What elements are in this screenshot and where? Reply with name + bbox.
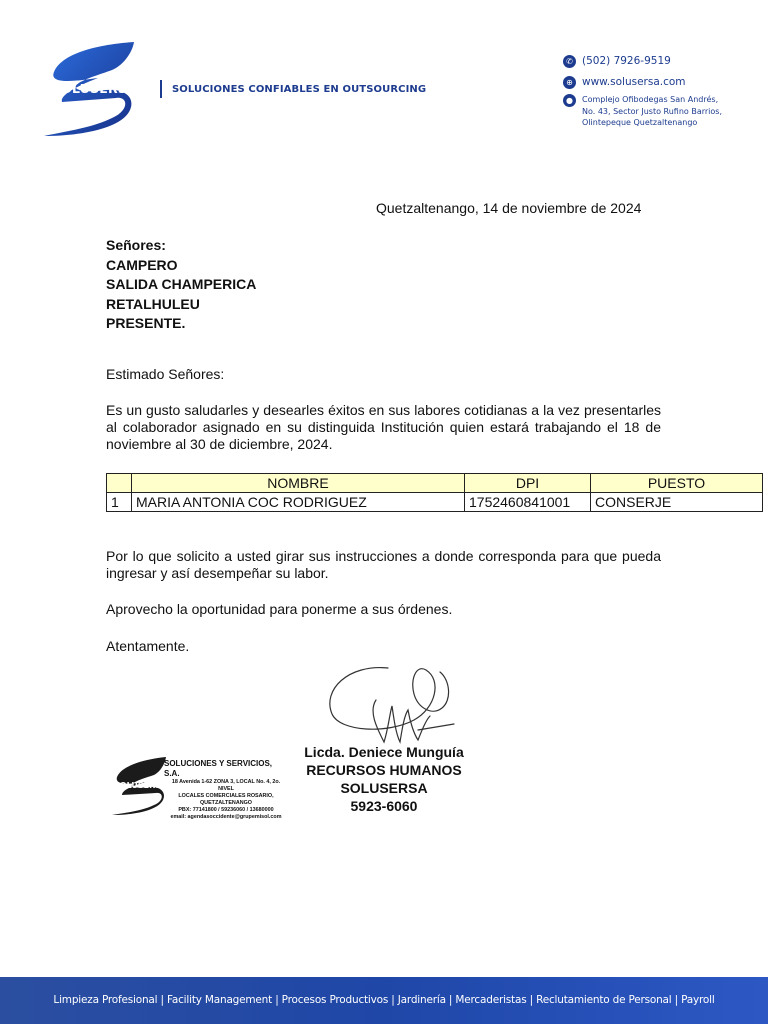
table-cell: MARIA ANTONIA COC RODRIGUEZ — [132, 493, 465, 512]
stamp-line: email: agendasoccidente@grupemisol.com — [170, 813, 282, 820]
handwritten-signature — [318, 650, 468, 750]
signer-phone: 5923-6060 — [350, 798, 418, 814]
brand-name: SOLUSERSA — [52, 81, 137, 96]
tagline: SOLUCIONES CONFIABLES EN OUTSOURCING — [172, 84, 427, 95]
stamp-brand: SOLUSERSA — [114, 781, 168, 790]
table-header-cell: NOMBRE — [132, 474, 465, 493]
stamp-line: PBX: 77141800 / 59236060 / 13680000 — [178, 806, 274, 813]
phone-text: (502) 7926-9519 — [582, 55, 671, 67]
table-header-cell: PUESTO — [591, 474, 763, 493]
contact-website — [563, 76, 686, 89]
recipient-line: SALIDA CHAMPERICA — [106, 276, 257, 292]
contact-phone — [563, 55, 671, 68]
staff-table — [106, 473, 763, 512]
stamp-title: SOLUCIONES Y SERVICIOS, S.A. — [164, 759, 273, 778]
table-cell: 1752460841001 — [465, 493, 591, 512]
table-header-cell: DPI — [465, 474, 591, 493]
signer-department: RECURSOS HUMANOS — [306, 762, 462, 778]
table-row — [107, 493, 763, 512]
offer-paragraph: Aprovecho la oportunidad para ponerme a sus órdenes. — [106, 601, 453, 617]
recipient-line: PRESENTE. — [106, 315, 186, 331]
signer-name: Licda. Deniece Munguía — [304, 744, 464, 760]
table-header-row — [107, 474, 763, 493]
address-text: Complejo Ofibodegas San Andrés, No. 43, Sector Justo Rufino Barrios, Olintepeque Quetzaltenango — [582, 95, 722, 127]
instructions-paragraph: Por lo que solicito a usted girar sus instrucciones a donde corresponda para que pueda ingresar y así desempeñar su labor. — [106, 548, 661, 581]
stamp-line: LOCALES COMERCIALES ROSARIO, — [178, 792, 274, 799]
website-text: www.solusersa.com — [582, 76, 686, 88]
stamp-line: 18 Avenida 1-62 ZONA 3, LOCAL No. 4, 2o. NIVEL — [171, 779, 281, 792]
date-line: Quetzaltenango, 14 de noviembre de 2024 — [376, 200, 642, 216]
intro-paragraph: Es un gusto saludarles y desearles éxitos en sus labores cotidianas a la vez presentarles al colaborador asignado en su distinguida Institución quien estará trabajando el 18 de noviembre al 30 de diciembre, 2024. — [106, 402, 661, 452]
closing: Atentamente. — [106, 638, 190, 654]
footer-services: Limpieza Profesional | Facility Management | Procesos Productivos | Jardinería | Mercaderistas | Reclutamiento de Personal | Payroll — [53, 994, 715, 1006]
stamp-line: QUETZALTENANGO — [199, 799, 252, 806]
contact-address — [563, 94, 733, 129]
recipient-line: RETALHULEU — [106, 295, 200, 312]
header-divider — [160, 80, 162, 98]
salutation: Estimado Señores: — [106, 366, 225, 382]
signer-block — [290, 743, 478, 815]
signer-company: SOLUSERSA — [340, 780, 428, 796]
recipient-line: Señores: — [106, 237, 166, 253]
location-pin-icon: ● — [563, 94, 576, 107]
globe-icon: ⊕ — [563, 76, 576, 89]
table-header-cell — [107, 474, 132, 493]
table-cell: 1 — [107, 493, 132, 512]
recipient-line: CAMPERO — [106, 256, 178, 273]
recipient-block — [106, 236, 256, 334]
phone-icon: ✆ — [563, 55, 576, 68]
table-cell: CONSERJE — [591, 493, 763, 512]
company-stamp — [164, 759, 288, 820]
